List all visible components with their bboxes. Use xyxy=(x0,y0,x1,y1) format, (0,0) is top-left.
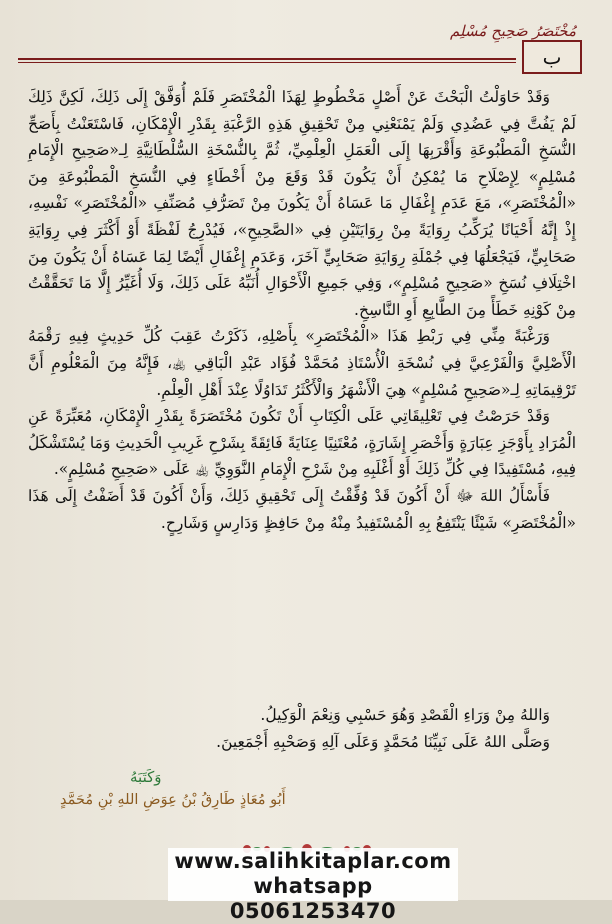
paragraph-4: فَأَسْأَلُ اللهَ ﷻ أَنْ أَكُونَ قَدْ وُفِّقْتُ إِلَى تَحْقِيقِ ذَلِكَ، وَأَنْ أَكُونَ قَدْ أَضَفْتُ إِلَى هَذَا «الْمُخْتَصَرِ» شَيْئًا يَنْتَفِعُ بِهِ الْمُسْتَفِيدُ مِنْهُ مِنْ حَافِظٍ وَدَارِسٍ وَشَارِحٍ. xyxy=(28,486,576,532)
page-number-box xyxy=(522,40,582,74)
watermark-phone: whatsapp 05061253470 xyxy=(229,874,397,923)
signature-label: وَكَتَبَهُ xyxy=(130,768,162,786)
paragraph-2: وَرَغْبَةً مِنِّي فِي رَبْطِ هَذَا «الْمُخْتَصَرِ» بِأَصْلِهِ، ذَكَرْتُ عَقِبَ كُلِّ حَدِيثٍ فِيهِ رَقْمَهُ الْأَصْلِيَّ وَالْفَرْعِيَّ فِي نُسْخَةِ الْأُسْتَاذِ مُحَمَّدْ فُؤَاد عَبْدِ الْبَاقِي ﵀، فَإِنَّهُ مِنَ الْمَعْلُومِ أَنَّ تَرْقِيمَاتِهِ لِـ«صَحِيحِ مُسْلِمٍ» هِيَ الْأَشْهَرُ وَالْأَكْثَرُ تَدَاوُلًا عِنْدَ أَهْلِ الْعِلْمِ. xyxy=(28,327,576,399)
paragraph-3: وَقَدْ حَرَصْتُ فِي تَعْلِيقَاتِي عَلَى الْكِتَابِ أَنْ تَكُونَ مُخْتَصَرَةً بِقَدْرِ الْإِمْكَانِ، مُعَبِّرَةً عَنِ الْمُرَادِ بِأَوْجَزِ عِبَارَةٍ وَأَخْصَرِ إِشَارَةٍ، مُعْتَنِيًا عِنَايَةً فَائِقَةً بِشَرْحِ غَرِيبِ الْحَدِيثِ وَمَا يُسْتَشْكَلُ فِيهِ، مُسْتَفِيدًا فِي كُلِّ ذَلِكَ أَوْ أَغْلَبِهِ مِنْ شَرْحِ الْإِمَامِ النَّوَوِيِّ ﵀ عَلَى «صَحِيحِ مُسْلِمٍ». xyxy=(28,407,576,479)
paragraph-1: وَقَدْ حَاوَلْتُ الْبَحْثَ عَنْ أَصْلٍ مَخْطُوطٍ لِهَذَا الْمُخْتَصَرِ فَلَمْ أُوَفَّقْ إِلَى ذَلِكَ، لَكِنَّ ذَلِكَ لَمْ يَفُتَّ فِي عَضُدِي وَلَمْ يَمْنَعْنِي مِنْ تَحْقِيقِ هَذِهِ الرَّغْبَةِ بِقَدْرِ الْإِمْكَانِ، فَاسْتَعَنْتُ بِأَصَحِّ النُّسَخِ الْمَطْبُوعَةِ وَأَقْرَبِهَا إِلَى الْعَمَلِ الْعِلْمِيِّ، ثُمَّ بِالنُّسْخَةِ السُّلْطَانِيَّةِ لِـ«صَحِيحِ الْإِمَامِ مُسْلِمٍ» لِإِصْلَاحِ مَا يُمْكِنُ أَنْ يَكُونَ قَدْ وَقَعَ مِنْ أَخْطَاءٍ فِي النُّسَخِ الْمَطْبُوعَةِ مِنَ «الْمُخْتَصَرِ»، مَعَ عَدَمِ إِغْفَالِ مَا عَسَاهُ أَنْ يَكُونَ مِنْ تَصَرُّفِ مُصَنِّفِ «الْمُخْتَصَرِ» نَفْسِهِ، إِذْ إِنَّهُ أَحْيَانًا يُرَكِّبُ رِوَايَةً مِنْ رِوَايَتَيْنِ فِي «الصَّحِيحِ»، فَيُدْرِجُ لَفْظَةً أَوْ أَكْثَرَ فِي رِوَايَةِ صَحَابِيٍّ، فَيَجْعَلُهَا فِي جُمْلَةِ رِوَايَةِ صَحَابِيٍّ آخَرَ، وَعَدَمِ إِغْفَالِ أَيْضًا لِمَا عَسَاهُ أَنْ يَكُونَ مِنَ اخْتِلَافِ نُسَخِ «صَحِيحِ مُسْلِمٍ»، وَفِي جَمِيعِ الْأَحْوَالِ أُنَبِّهُ عَلَى ذَلِكَ، وَلَا أُغَيِّرُ إِلَّا مَا تَحَقَّقْتُ مِنْ كَوْنِهِ خَطَأً مِنَ الطَّابِعِ أَوِ النَّاسِخِ. xyxy=(28,88,576,319)
running-header-title: مُخْتَصَرُ صَحِيحِ مُسْلِم xyxy=(449,22,576,40)
closing-line-2: وَصَلَّى اللهُ عَلَى نَبِيِّنَا مُحَمَّدٍ وَعَلَى آلِهِ وَصَحْبِهِ أَجْمَعِينَ. xyxy=(216,732,550,751)
closing-lines xyxy=(216,702,576,755)
watermark-website: www.salihkitaplar.com xyxy=(174,849,452,873)
header-rule xyxy=(18,58,516,60)
body-text xyxy=(28,84,576,536)
header-rule-thin xyxy=(18,62,516,63)
author-signature: أَبُو مُعَاذٍ طَارِقُ بْنُ عِوَضِ اللهِ بْنِ مُحَمَّدٍ xyxy=(60,792,286,808)
page-letter: ب xyxy=(542,45,562,69)
closing-line-1: وَاللهُ مِنْ وَرَاءِ الْقَصْدِ وَهُوَ حَسْبِي وَنِعْمَ الْوَكِيلُ. xyxy=(260,706,550,724)
watermark-overlay xyxy=(168,848,458,923)
